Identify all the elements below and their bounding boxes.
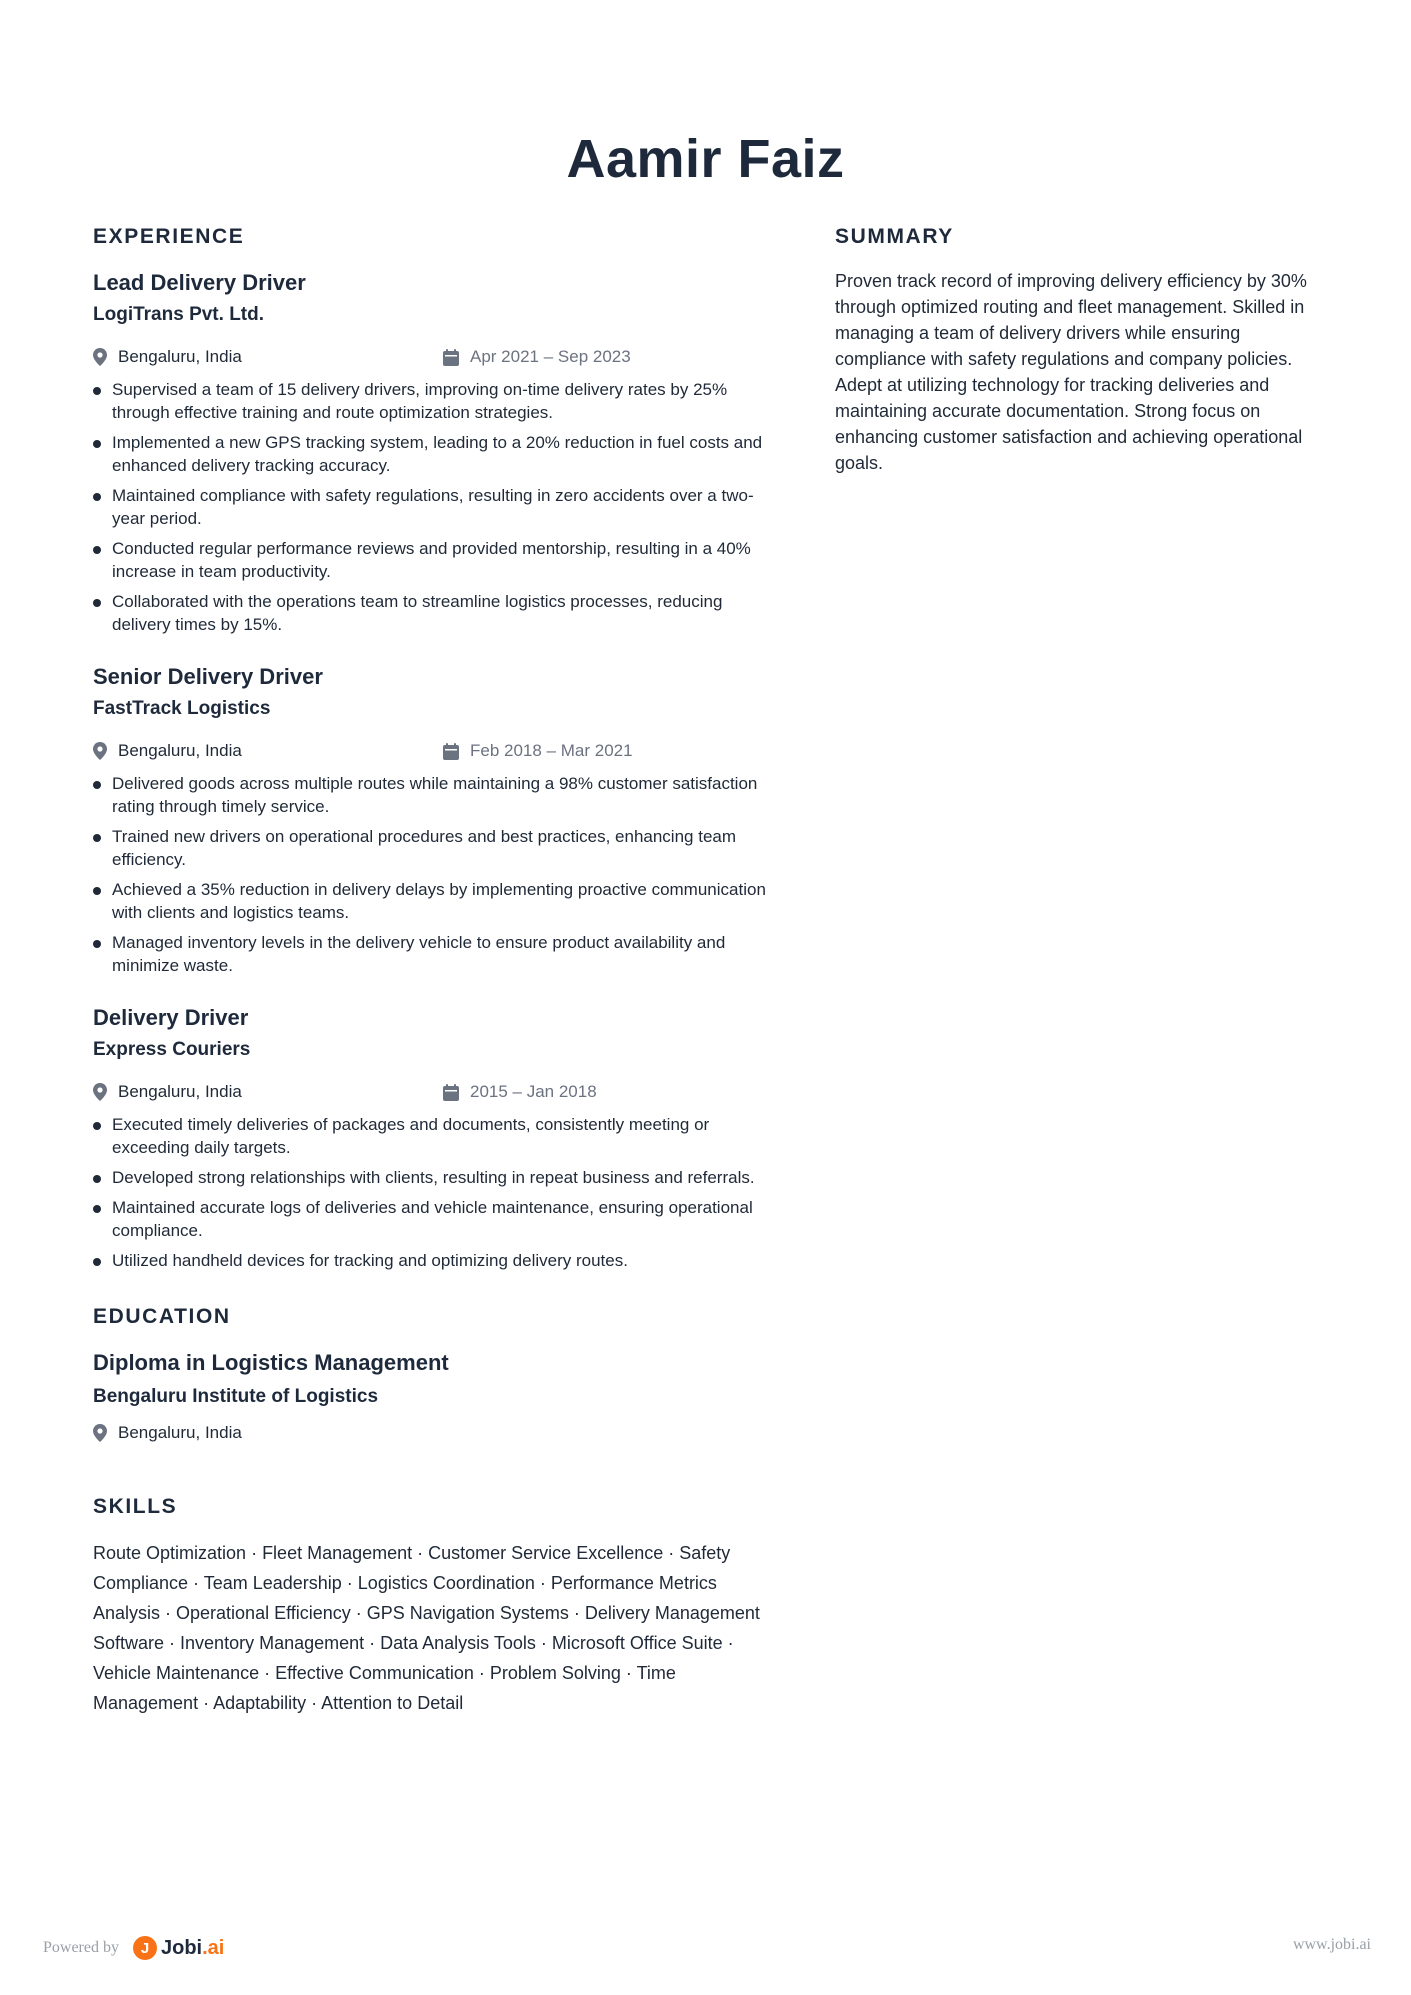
bullet-dot-icon [93, 940, 101, 948]
jobi-logo-text: Jobi.ai [160, 1936, 225, 1959]
bullet-dot-icon [93, 546, 101, 554]
experience-item [93, 268, 773, 636]
bullet-text: Maintained accurate logs of deliveries and vehicle maintenance, ensuring operational compliance. [112, 1198, 753, 1240]
bullet-item [93, 431, 773, 477]
left-column [93, 222, 773, 1718]
bullet-text: Utilized handheld devices for tracking and optimizing delivery routes. [112, 1251, 628, 1270]
bullet-text: Achieved a 35% reduction in delivery delays by implementing proactive communication with clients and logistics teams. [112, 880, 766, 922]
calendar-icon [443, 349, 459, 366]
job-dates [443, 347, 631, 367]
job-location-text: Bengaluru, India [118, 1082, 242, 1101]
bullet-dot-icon [93, 440, 101, 448]
summary-heading: SUMMARY [835, 225, 954, 248]
job-title: Lead Delivery Driver [93, 270, 306, 295]
education-location [93, 1423, 443, 1443]
calendar-icon [443, 743, 459, 760]
job-location [93, 1082, 443, 1102]
bullet-text: Trained new drivers on operational procedures and best practices, enhancing team efficiency. [112, 827, 737, 869]
bullet-item [93, 537, 773, 583]
job-dates [443, 1082, 597, 1102]
company-name: FastTrack Logistics [93, 698, 271, 719]
bullet-text: Executed timely deliveries of packages and documents, consistently meeting or exceeding daily targets. [112, 1115, 710, 1157]
job-meta [93, 342, 773, 372]
bullet-dot-icon [93, 493, 101, 501]
job-location-text: Bengaluru, India [118, 741, 242, 760]
bullet-item [93, 590, 773, 636]
job-meta [93, 1077, 773, 1107]
bullet-item [93, 825, 773, 871]
bullet-text: Collaborated with the operations team to streamline logistics processes, reducing delivery times by 15%. [112, 592, 723, 634]
bullet-dot-icon [93, 1175, 101, 1183]
bullet-dot-icon [93, 781, 101, 789]
jobi-logo-icon: J [133, 1936, 157, 1960]
calendar-icon [443, 1084, 459, 1101]
experience-list [93, 268, 773, 1272]
bullet-item [93, 1196, 773, 1242]
job-title: Senior Delivery Driver [93, 664, 323, 689]
job-location-text: Bengaluru, India [118, 347, 242, 366]
bullet-text: Developed strong relationships with clients, resulting in repeat business and referrals. [112, 1168, 755, 1187]
bullet-text: Managed inventory levels in the delivery vehicle to ensure product availability and minimize waste. [112, 933, 726, 975]
map-pin-icon [93, 1424, 107, 1442]
education-meta [93, 1418, 773, 1448]
company-name: Express Couriers [93, 1039, 251, 1060]
company-name: LogiTrans Pvt. Ltd. [93, 304, 265, 325]
bullet-item [93, 878, 773, 924]
education-location-text: Bengaluru, India [118, 1423, 242, 1442]
bullet-dot-icon [93, 1122, 101, 1130]
job-meta [93, 736, 773, 766]
right-column [835, 222, 1325, 476]
bullet-item [93, 484, 773, 530]
skills-heading: SKILLS [93, 1495, 178, 1518]
skills-section [93, 1492, 773, 1718]
job-bullets [93, 378, 773, 636]
job-dates-text: Apr 2021 – Sep 2023 [470, 347, 631, 366]
bullet-dot-icon [93, 387, 101, 395]
footer-branding [43, 1936, 224, 1960]
job-location [93, 741, 443, 761]
powered-by-label: Powered by [43, 1939, 119, 1956]
bullet-text: Supervised a team of 15 delivery drivers, improving on-time delivery rates by 25% through effective training and route optimization strategies. [112, 380, 728, 422]
job-dates [443, 741, 633, 761]
education-degree: Diploma in Logistics Management [93, 1350, 449, 1375]
bullet-item [93, 1166, 773, 1189]
jobi-logo[interactable] [133, 1936, 224, 1960]
map-pin-icon [93, 348, 107, 366]
bullet-text: Maintained compliance with safety regulations, resulting in zero accidents over a two-year period. [112, 486, 754, 528]
education-section [93, 1302, 773, 1448]
bullet-dot-icon [93, 599, 101, 607]
bullet-item [93, 1113, 773, 1159]
job-bullets [93, 772, 773, 977]
bullet-text: Delivered goods across multiple routes while maintaining a 98% customer satisfaction rating through timely service. [112, 774, 758, 816]
bullet-item [93, 378, 773, 424]
bullet-dot-icon [93, 834, 101, 842]
job-title: Delivery Driver [93, 1005, 249, 1030]
experience-item [93, 662, 773, 977]
bullet-dot-icon [93, 1258, 101, 1266]
job-bullets [93, 1113, 773, 1272]
skills-text: Route Optimization · Fleet Management · Customer Service Excellence · Safety Compliance · Team Leadership · Logistics Coordination · Performance Metrics Analysis · Operational Efficiency · GPS Navigation Systems · Delivery Management Software · Inventory Management · Data Analysis Tools · Microsoft Office Suite · Vehicle Maintenance · Effective Communication · Problem Solving · Time Management · Adaptability · Attention to Detail [93, 1543, 760, 1713]
map-pin-icon [93, 1083, 107, 1101]
job-dates-text: 2015 – Jan 2018 [470, 1082, 597, 1101]
bullet-item [93, 772, 773, 818]
bullet-text: Conducted regular performance reviews and provided mentorship, resulting in a 40% increase in team productivity. [112, 539, 751, 581]
bullet-dot-icon [93, 887, 101, 895]
bullet-text: Implemented a new GPS tracking system, leading to a 20% reduction in fuel costs and enhanced delivery tracking accuracy. [112, 433, 763, 475]
job-location [93, 347, 443, 367]
education-heading: EDUCATION [93, 1305, 231, 1328]
bullet-item [93, 931, 773, 977]
footer-website-link[interactable]: www.jobi.ai [1292, 1936, 1371, 1953]
job-dates-text: Feb 2018 – Mar 2021 [470, 741, 633, 760]
map-pin-icon [93, 742, 107, 760]
experience-heading: EXPERIENCE [93, 225, 245, 248]
candidate-name: Aamir Faiz [566, 129, 845, 189]
bullet-dot-icon [93, 1205, 101, 1213]
summary-text: Proven track record of improving delivery efficiency by 30% through optimized routing and fleet management. Skilled in managing a team of delivery drivers while ensuring compliance with safety regulations and company policies. Adept at utilizing technology for tracking deliveries and maintaining accurate documentation. Strong focus on enhancing customer satisfaction and achieving operational goals. [835, 271, 1307, 473]
experience-item [93, 1003, 773, 1272]
bullet-item [93, 1249, 773, 1272]
education-school: Bengaluru Institute of Logistics [93, 1386, 379, 1407]
